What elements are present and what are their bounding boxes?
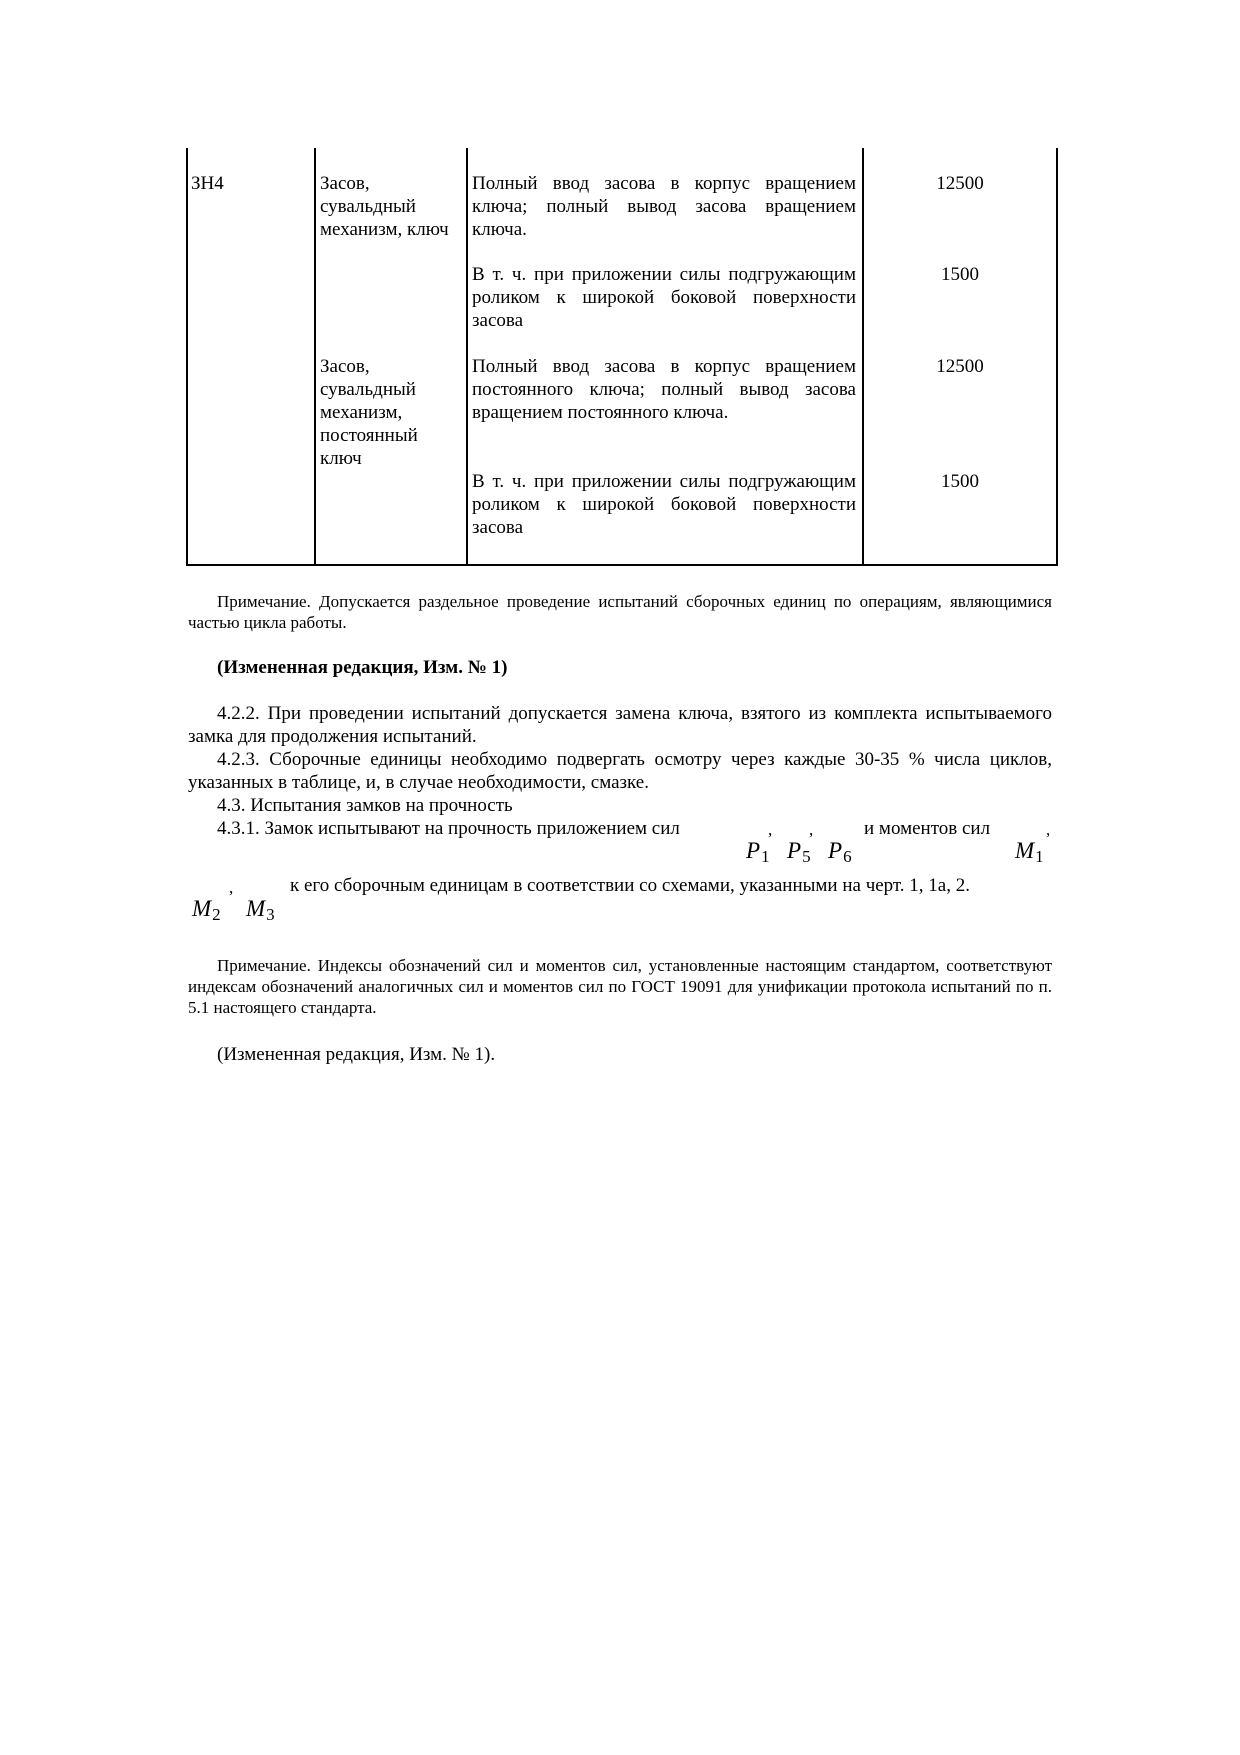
table-cell-cycles: 1500	[941, 264, 979, 285]
table-cell-cycles: 12500	[936, 356, 984, 377]
symbols-note: Примечание. Индексы обозначений сил и моментов сил, установленные настоящим стандартом, соответствуют индексам обозначений аналогичных сил и моментов сил по ГОСТ 19091 для унификации протокола испытаний по п. 5.1 настоящего стандарта.	[188, 956, 1052, 1017]
symbol-separator: ,	[229, 878, 234, 897]
table-cell-operation: Полный ввод засова в корпус вращением постоянного ключа; полный вывод засова вращением постоянного ключа.	[472, 356, 856, 423]
table-cell-code: ЗН4	[191, 173, 224, 194]
test-table	[186, 148, 1059, 566]
table-border-left	[186, 148, 188, 566]
table-rule-col3	[862, 148, 864, 566]
symbol-p1: P1	[746, 838, 770, 866]
table-rule-col1	[314, 148, 316, 566]
symbol-p5: P5	[787, 838, 811, 866]
table-cell-cycles: 12500	[936, 173, 984, 194]
symbol-separator: ,	[809, 820, 814, 839]
table-rule-row-mid	[862, 468, 864, 469]
paragraph-4-3-1-tail: к его сборочным единицам в соответствии со схемами, указанными на черт. 1, 1а, 2.	[290, 875, 970, 896]
table-rule-row-short	[314, 468, 316, 469]
revision-note-bold: (Измененная редакция, Изм. № 1)	[217, 657, 508, 678]
symbol-m3: M3	[246, 896, 275, 924]
symbol-separator: ,	[768, 820, 773, 839]
symbol-m2: M2	[192, 896, 221, 924]
paragraph-4-2-2: 4.2.2. При проведении испытаний допускается замена ключа, взятого из комплекта испытываемого замка для продолжения испытаний.	[188, 703, 1052, 747]
table-note: Примечание. Допускается раздельное проведение испытаний сборочных единиц по операциям, являющимися частью цикла работы.	[188, 592, 1052, 632]
table-rule-row	[186, 468, 188, 469]
table-border-bottom	[186, 564, 1058, 566]
paragraph-4-2-3: 4.2.3. Сборочные единицы необходимо подвергать осмотру через каждые 30-35 % числа циклов, указанных в таблице, и, в случае необходимости, смазке.	[188, 749, 1052, 793]
paragraph-4-3-1-mid: и моментов сил	[864, 818, 991, 839]
revision-note-plain: (Измененная редакция, Изм. № 1).	[217, 1044, 496, 1065]
table-cell-operation: В т. ч. при приложении силы подгружающим роликом к широкой боковой поверхности засова	[472, 471, 856, 538]
heading-4-3: 4.3. Испытания замков на прочность	[217, 795, 513, 816]
symbol-separator: ,	[1046, 820, 1051, 839]
table-rule-col2	[466, 148, 468, 566]
symbol-m1: M1	[1015, 838, 1044, 866]
table-cell-unit: Засов, сувальдный механизм, ключ	[320, 173, 449, 240]
symbol-p6: P6	[828, 838, 852, 866]
table-cell-operation: Полный ввод засова в корпус вращением ключа; полный вывод засова вращением ключа.	[472, 173, 856, 240]
paragraph-4-3-1-lead: 4.3.1. Замок испытывают на прочность приложением сил	[217, 818, 680, 839]
table-cell-cycles: 1500	[941, 471, 979, 492]
table-cell-unit: Засов, сувальдный механизм, постоянный ключ	[320, 356, 418, 469]
table-cell-operation: В т. ч. при приложении силы подгружающим роликом к широкой боковой поверхности засова	[472, 264, 856, 331]
table-border-right	[1056, 148, 1058, 566]
